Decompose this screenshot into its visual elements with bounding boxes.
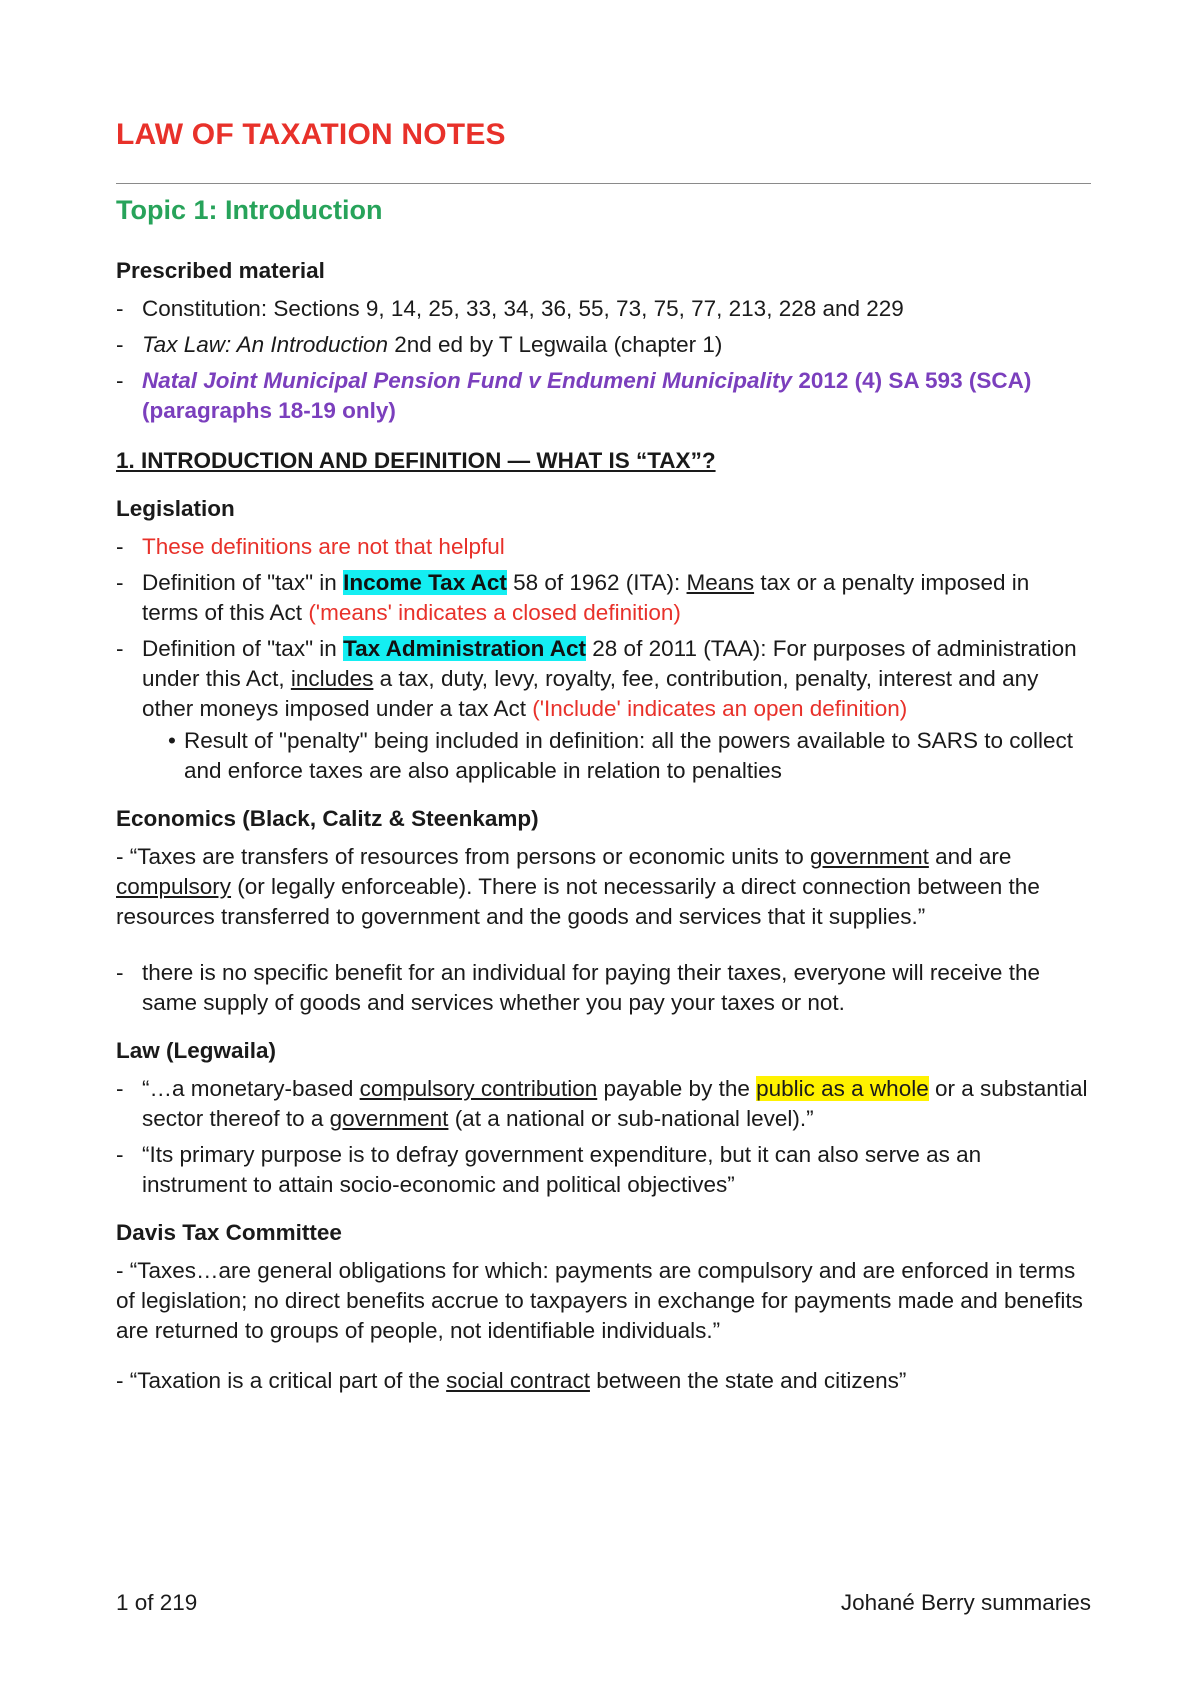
legislation-note: These definitions are not that helpful: [142, 534, 505, 559]
davis-quote-1: [116, 1256, 1091, 1346]
government-underlined: government: [329, 1106, 449, 1131]
list-item: [116, 366, 1091, 426]
davis-heading: Davis Tax Committee: [116, 1220, 342, 1245]
includes-underlined: includes: [290, 666, 374, 691]
taa-post: a tax, duty, levy, royalty, fee, contribution, penalty, interest and any other moneys imposed under a tax Act: [142, 666, 1039, 721]
closed-definition-note: ('means' indicates a closed definition): [308, 600, 681, 625]
list-item: [116, 568, 1091, 628]
list-item: [116, 1074, 1091, 1134]
dash-marker: -: [116, 1258, 130, 1283]
davis-quote-2: [116, 1366, 1091, 1396]
list-item: [116, 532, 1091, 562]
law-quote-mid: payable by the: [597, 1076, 757, 1101]
list-item: [116, 634, 1091, 786]
taa-middle: 28 of 2011 (TAA): For purposes of administration under this Act,: [142, 636, 1077, 691]
case-citation: 2012 (4) SA 593 (SCA) (paragraphs 18-19 only): [142, 368, 1032, 423]
list-item: [116, 958, 1091, 1018]
section-heading: 1. INTRODUCTION AND DEFINITION — WHAT IS “TAX”?: [116, 448, 716, 473]
economics-note: there is no specific benefit for an individual for paying their taxes, everyone will receive the same supply of goods and services whether you pay your taxes or not.: [142, 960, 1040, 1015]
economics-list: [116, 958, 1091, 1018]
compulsory-contribution-underlined: compulsory contribution: [359, 1076, 598, 1101]
topic-heading: Topic 1: Introduction: [116, 195, 383, 225]
dash-marker: -: [116, 844, 130, 869]
footer-author: Johané Berry summaries: [840, 1590, 1091, 1615]
textbook-title: Tax Law: An Introduction: [142, 332, 388, 357]
page-number: 1 of 219: [116, 1590, 198, 1615]
list-item: [116, 294, 1091, 324]
textbook-details: 2nd ed by T Legwaila (chapter 1): [387, 332, 723, 357]
ita-post: tax or a penalty imposed in terms of this Act: [142, 570, 1030, 625]
public-as-whole-highlight: public as a whole: [756, 1076, 929, 1101]
davis-quote-2-post: between the state and citizens”: [589, 1368, 907, 1393]
taa-prefix: Definition of "tax" in: [142, 636, 344, 661]
case-name: Natal Joint Municipal Pension Fund v Endumeni Municipality: [142, 368, 793, 393]
law-heading: Law (Legwaila): [116, 1038, 277, 1063]
ita-prefix: Definition of "tax" in: [142, 570, 344, 595]
page-footer: [116, 1590, 1091, 1616]
prescribed-list: [116, 294, 1091, 426]
quote-post: (or legally enforceable). There is not necessarily a direct connection between the resources transferred to government and the goods and services that it supplies.”: [116, 874, 1040, 929]
list-item: [116, 330, 1091, 360]
means-underlined: Means: [686, 570, 755, 595]
penalty-sub-bullet: [142, 726, 1091, 786]
legislation-list: [116, 532, 1091, 786]
economics-quote: [116, 842, 1091, 932]
davis-quote-1-text: “Taxes…are general obligations for which: payments are compulsory and are enforced in terms of legislation; no direct benefits accrue to taxpayers in exchange for payments made and benefits are returned to groups of people, not identifiable individuals.”: [116, 1258, 1083, 1343]
ita-middle: 58 of 1962 (ITA):: [506, 570, 687, 595]
open-definition-note: ('Include' indicates an open definition): [532, 696, 908, 721]
bullet-icon: •: [168, 728, 176, 753]
constitution-sections: Constitution: Sections 9, 14, 25, 33, 34, 36, 55, 73, 75, 77, 213, 228 and 229: [142, 296, 904, 321]
government-underlined: government: [810, 844, 929, 869]
document-body: [116, 256, 1091, 1402]
legislation-heading: Legislation: [116, 496, 235, 521]
law-list: [116, 1074, 1091, 1200]
title-divider: [116, 183, 1091, 184]
law-quote-post: (at a national or sub-national level).”: [448, 1106, 814, 1131]
law-quote-2: “Its primary purpose is to defray government expenditure, but it can also serve as an instrument to attain socio-economic and political objectives”: [142, 1142, 982, 1197]
quote-mid: and are: [928, 844, 1012, 869]
economics-heading: Economics (Black, Calitz & Steenkamp): [116, 806, 539, 831]
davis-quote-2-pre: “Taxation is a critical part of the: [129, 1368, 447, 1393]
document-title: LAW OF TAXATION NOTES: [116, 118, 506, 151]
law-quote-mid2: or a substantial sector thereof to a: [142, 1076, 1088, 1131]
penalty-text: Result of "penalty" being included in definition: all the powers available to SARS to collect and enforce taxes are also applicable in relation to penalties: [184, 728, 1073, 783]
compulsory-underlined: compulsory: [116, 874, 232, 899]
income-tax-act-highlight: Income Tax Act: [343, 570, 507, 595]
tax-administration-act-highlight: Tax Administration Act: [343, 636, 587, 661]
quote-pre: “Taxes are transfers of resources from persons or economic units to: [129, 844, 811, 869]
law-quote-pre: “…a monetary-based: [142, 1076, 360, 1101]
list-item: [116, 1140, 1091, 1200]
dash-marker: -: [116, 1368, 130, 1393]
social-contract-underlined: social contract: [446, 1368, 590, 1393]
prescribed-heading: Prescribed material: [116, 258, 325, 283]
